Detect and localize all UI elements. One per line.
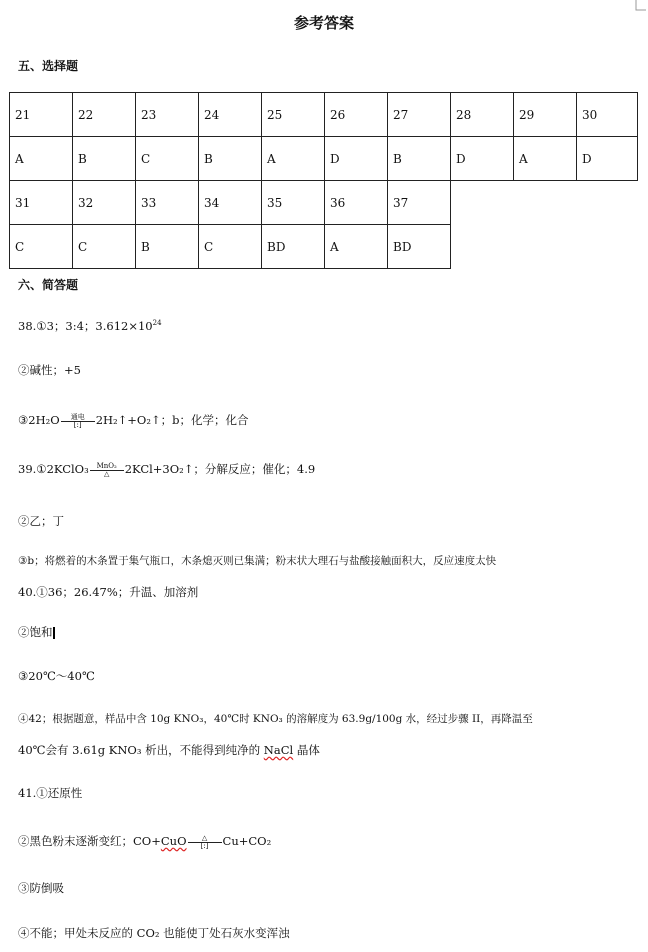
- answer-text: ②黑色粉末逐渐变红；CO+: [18, 834, 161, 848]
- condition-bottom: [:]: [200, 841, 209, 850]
- table-row: [10, 137, 638, 181]
- table-cell: 30: [577, 93, 638, 137]
- answer-41-3: ③防倒吸: [18, 881, 64, 895]
- answer-text: 2KCl+3O₂↑；分解反应；催化；4.9: [124, 462, 316, 476]
- answer-39-3: ③b；将燃着的木条置于集气瓶口，木条熄灭则已集满；粉末状大理石与盐酸接触面积大，反应速度太快: [18, 555, 497, 567]
- table-cell: BD: [388, 225, 451, 269]
- table-cell: 37: [388, 181, 451, 225]
- table-cell: D: [451, 137, 514, 181]
- table-row: [10, 93, 638, 137]
- answer-38-3: [18, 412, 248, 429]
- section-6-heading: 六、简答题: [18, 278, 79, 292]
- condition-bottom: [:]: [73, 420, 82, 429]
- answer-text: 晶体: [293, 743, 320, 757]
- table-cell: 32: [73, 181, 136, 225]
- table-cell: D: [577, 137, 638, 181]
- table-cell: 34: [199, 181, 262, 225]
- text-cursor: [53, 627, 55, 639]
- table-cell: 23: [136, 93, 199, 137]
- table-row: [10, 181, 451, 225]
- condition-top: MnO₂: [96, 461, 117, 470]
- answer-40-2: [18, 624, 55, 640]
- answer-table-row2: [9, 180, 451, 269]
- table-cell: 31: [10, 181, 73, 225]
- page-title: 参考答案: [293, 14, 354, 32]
- answer-40-1: 40.①36；26.47%；升温、加溶剂: [18, 585, 199, 599]
- condition-top: 通电: [70, 412, 85, 421]
- table-cell: A: [514, 137, 577, 181]
- table-cell: C: [136, 137, 199, 181]
- answer-text: ②饱和: [18, 625, 53, 639]
- table-cell: 22: [73, 93, 136, 137]
- condition-top: △: [201, 833, 208, 842]
- answer-41-1: 41.①还原性: [18, 786, 83, 800]
- table-cell: D: [325, 137, 388, 181]
- table-cell: B: [136, 225, 199, 269]
- table-cell: C: [199, 225, 262, 269]
- answer-text: 39.①2KClO₃: [18, 462, 89, 476]
- table-cell: A: [325, 225, 388, 269]
- reaction-condition: [188, 835, 222, 850]
- answer-39-2: ②乙；丁: [18, 514, 64, 528]
- answer-40-4-line1: ④42；根据题意，样品中含 10g KNO₃，40℃时 KNO₃ 的溶解度为 63.9g/100g 水，经过步骤 II，再降温至: [18, 713, 533, 725]
- answer-text: 38.①3；3:4；3.612×10: [18, 319, 153, 333]
- table-cell: 24: [199, 93, 262, 137]
- answer-text: Cu+CO₂: [222, 834, 272, 848]
- table-cell: 35: [262, 181, 325, 225]
- exponent: 24: [152, 319, 162, 328]
- table-cell: 25: [262, 93, 325, 137]
- answer-41-2: [18, 833, 271, 850]
- table-cell: 21: [10, 93, 73, 137]
- table-cell: 28: [451, 93, 514, 137]
- table-cell: B: [199, 137, 262, 181]
- answer-40-4-line2: [18, 742, 320, 758]
- table-cell: 33: [136, 181, 199, 225]
- answer-41-4: ④不能；甲处未反应的 CO₂ 也能使丁处石灰水变浑浊: [18, 926, 290, 940]
- table-cell: A: [10, 137, 73, 181]
- table-cell: 26: [325, 93, 388, 137]
- table-cell: C: [73, 225, 136, 269]
- answer-40-3: ③20℃～40℃: [18, 669, 95, 683]
- answer-text: 40℃会有 3.61g KNO₃ 析出，不能得到纯净的: [18, 743, 264, 757]
- reaction-condition: [90, 463, 124, 478]
- answer-38-2: ②碱性；+5: [18, 363, 81, 377]
- answer-table-row1: [9, 92, 638, 181]
- table-cell: 29: [514, 93, 577, 137]
- answer-39-1: [18, 461, 315, 478]
- table-cell: C: [10, 225, 73, 269]
- spellcheck-underlined-text: CuO: [160, 834, 187, 848]
- answer-38-1: [18, 318, 162, 334]
- table-cell: B: [73, 137, 136, 181]
- table-cell: 27: [388, 93, 451, 137]
- table-cell: B: [388, 137, 451, 181]
- answer-text: 2H₂↑+O₂↑；b；化学；化合: [95, 413, 249, 427]
- table-cell: A: [262, 137, 325, 181]
- table-cell: 36: [325, 181, 388, 225]
- reaction-condition: [61, 414, 95, 429]
- section-5-heading: 五、选择题: [18, 59, 79, 73]
- answer-text: ③2H₂O: [18, 413, 60, 427]
- condition-bottom: △: [104, 469, 110, 478]
- table-row: [10, 225, 451, 269]
- table-cell: BD: [262, 225, 325, 269]
- spellcheck-underlined-text: NaCl: [263, 743, 294, 757]
